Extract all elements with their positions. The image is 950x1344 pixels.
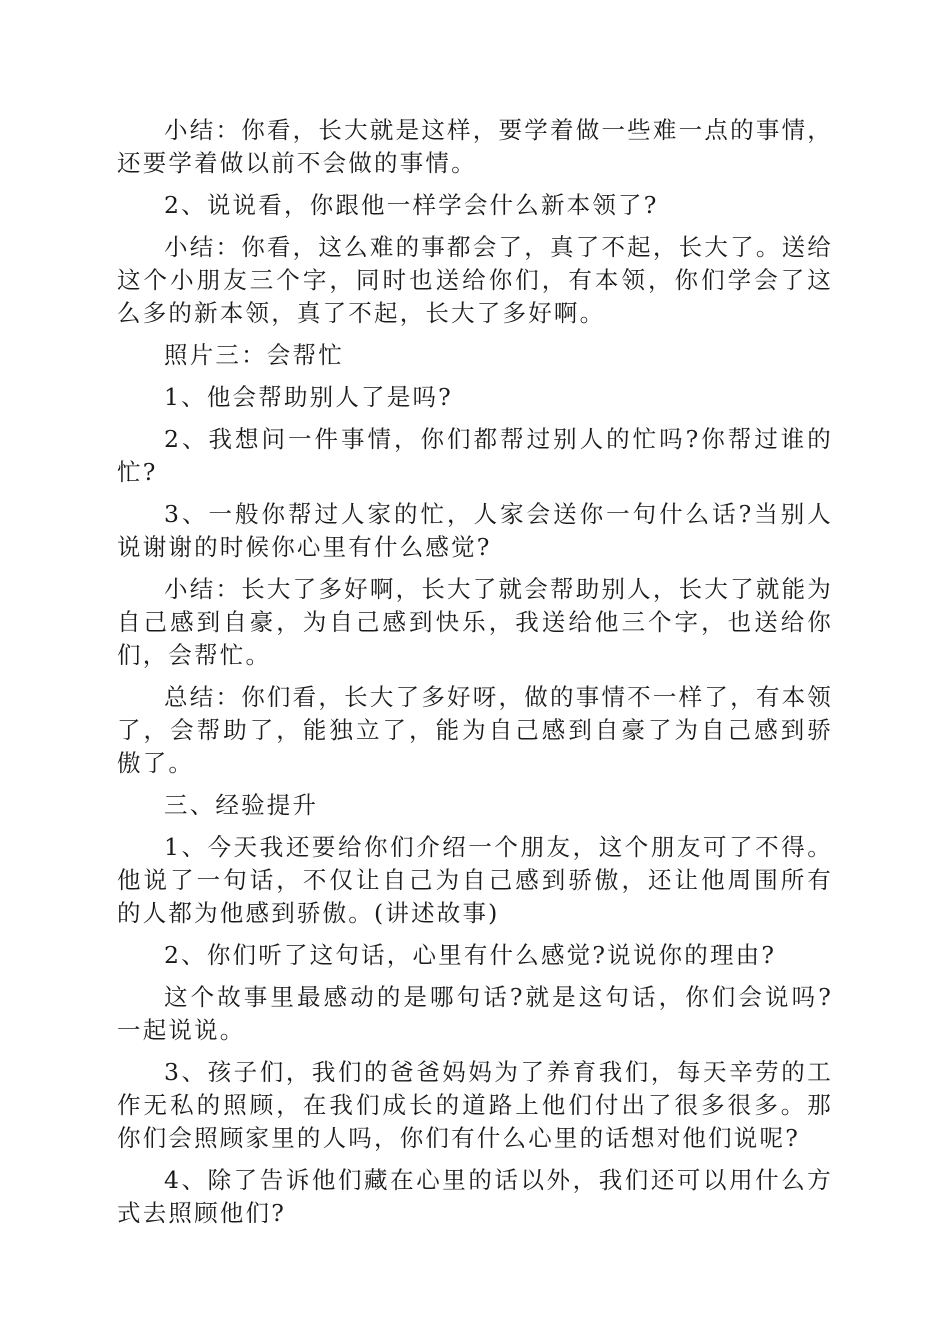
paragraph-friend-story: 1、今天我还要给你们介绍一个朋友，这个朋友可了不得。他说了一句话，不仅让自己为自己感到骄傲，还让他周围所有的人都为他感到骄傲。(讲述故事) (117, 833, 833, 927)
document-body (117, 114, 833, 1239)
paragraph-other-ways: 4、除了告诉他们藏在心里的话以外，我们还可以用什么方式去照顾他们? (117, 1166, 833, 1227)
paragraph-parents-care: 3、孩子们，我们的爸爸妈妈为了养育我们，每天辛劳的工作无私的照顾，在我们成长的道路上他们付出了很多很多。那你们会照顾家里的人吗，你们有什么心里的话想对他们说呢? (117, 1058, 833, 1152)
paragraph-story-moving: 这个故事里最感动的是哪句话?就是这句话，你们会说吗?一起说说。 (117, 983, 833, 1044)
paragraph-question-help-others: 1、他会帮助别人了是吗? (164, 383, 453, 411)
paragraph-summary-skills: 小结：你看，这么难的事都会了，真了不起，长大了。送给这个小朋友三个字，同时也送给你们，有本领，你们学会了这么多的新本领，真了不起，长大了多好啊。 (117, 233, 833, 327)
paragraph-question-feeling: 2、你们听了这句话，心里有什么感觉?说说你的理由? (164, 941, 777, 969)
paragraph-question-who-helped: 2、我想问一件事情，你们都帮过别人的忙吗?你帮过谁的忙? (117, 425, 833, 486)
section-heading-experience: 三、经验提升 (164, 791, 319, 819)
paragraph-conclusion: 总结：你们看，长大了多好呀，做的事情不一样了，有本领了，会帮助了，能独立了，能为自己感到自豪了为自己感到骄傲了。 (117, 683, 833, 777)
paragraph-question-thanks: 3、一般你帮过人家的忙，人家会送你一句什么话?当别人说谢谢的时候你心里有什么感觉? (117, 500, 833, 561)
paragraph-summary-help: 小结：长大了多好啊，长大了就会帮助别人，长大了就能为自己感到自豪，为自己感到快乐，我送给他三个字，也送给你们，会帮忙。 (117, 575, 833, 669)
paragraph-summary-grow-up: 小结：你看，长大就是这样，要学着做一些难一点的事情，还要学着做以前不会做的事情。 (117, 116, 833, 177)
paragraph-question-new-skill: 2、说说看，你跟他一样学会什么新本领了? (164, 191, 659, 219)
section-heading-photo-three: 照片三：会帮忙 (164, 341, 344, 369)
